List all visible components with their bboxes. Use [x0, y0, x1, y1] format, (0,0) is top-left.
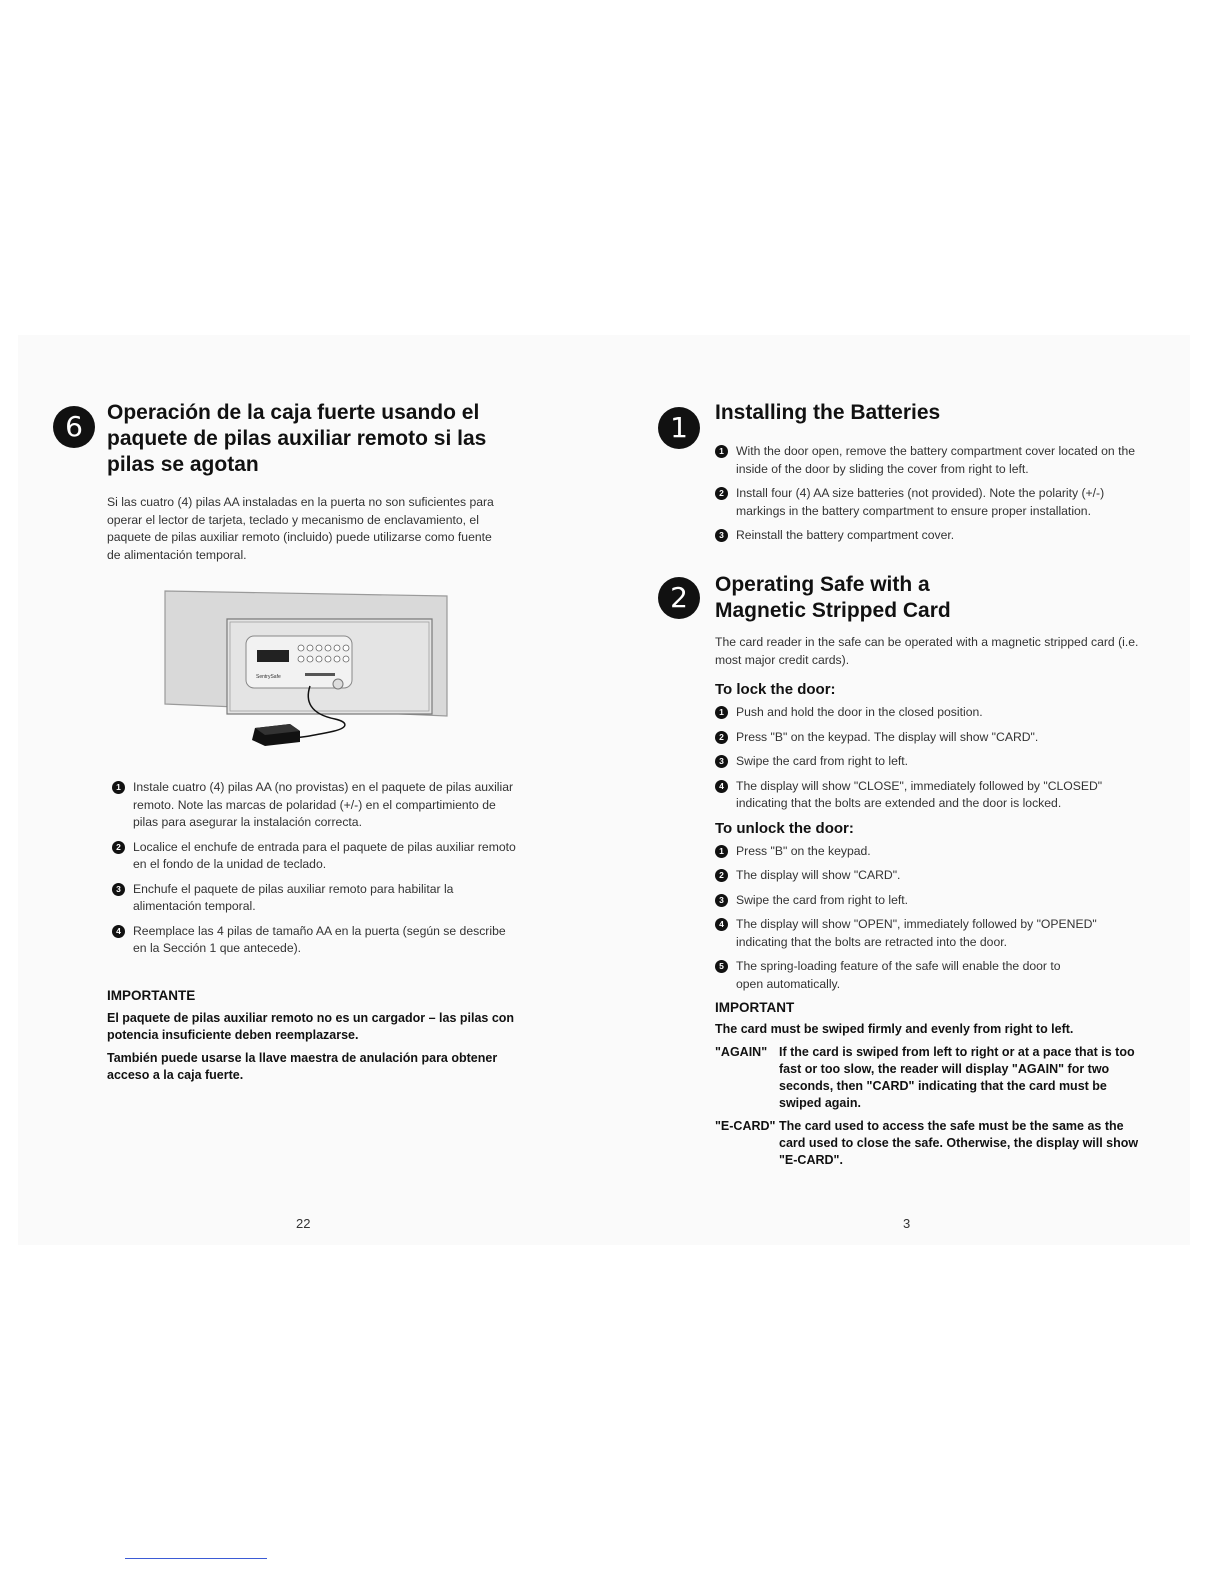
list-item: 5 The spring-loading feature of the safe will enable the door to open automatically. [715, 958, 1066, 993]
list-item: 1 Instale cuatro (4) pilas AA (no provistas) en el paquete de pilas auxiliar remoto. Note las marcas de polaridad (+/-) en el compartimiento de pilas para asegurar la instalación correcta. [112, 779, 522, 832]
list-item: 4 The display will show "OPEN", immediately followed by "OPENED" indicating that the bolts are retracted into the door. [715, 916, 1140, 951]
important-heading: IMPORTANT [715, 1000, 795, 1015]
ecard-definition [715, 1118, 1140, 1169]
list-item: 2 Press "B" on the keypad. The display will show "CARD". [715, 729, 1140, 747]
section-title: Installing the Batteries [715, 401, 941, 424]
section-intro: The card reader in the safe can be operated with a magnetic stripped card (i.e. most major credit cards). [715, 635, 1139, 667]
list-item: 2 Localice el enchufe de entrada para el paquete de pilas auxiliar remoto en el fondo de la unidad de teclado. [112, 839, 522, 874]
left-page-column [107, 400, 527, 564]
important-note: El paquete de pilas auxiliar remoto no es un cargador – las pilas con potencia insuficiente deben reemplazarse. [107, 1011, 515, 1042]
list-item: 4 Reemplace las 4 pilas de tamaño AA en la puerta (según se describe en la Sección 1 que antecede). [112, 923, 522, 958]
unlock-heading: To unlock the door: [715, 819, 854, 837]
brand-logo: SentrySafe [256, 674, 281, 680]
section-number-badge: 1 [658, 407, 700, 449]
left-steps [112, 779, 522, 965]
again-definition [715, 1044, 1140, 1112]
section-number-badge: 6 [53, 406, 95, 448]
list-item: 4 The display will show "CLOSE", immediately followed by "CLOSED" indicating that the bolts are extended and the door is locked. [715, 778, 1140, 813]
safe-illustration [160, 586, 460, 751]
keypad-panel [246, 636, 352, 689]
important-note: The card must be swiped firmly and evenly from right to left. [715, 1022, 1074, 1036]
ecard-description: The card used to access the safe must be the same as the card used to close the safe. Otherwise, the display will show "E-CARD". [779, 1119, 1139, 1167]
lock-heading: To lock the door: [715, 681, 836, 698]
footer-divider [125, 1558, 267, 1559]
again-description: If the card is swiped from left to right or at a pace that is too fast or too slow, the reader will display "AGAIN" for two seconds, then "CARD" indicating that the card must be swiped again. [779, 1045, 1135, 1110]
section-title: Operación de la caja fuerte usando el paquete de pilas auxiliar remoto si las pilas se agotan [107, 401, 487, 476]
list-item: 1 Push and hold the door in the closed position. [715, 704, 1140, 722]
list-item: 3 Reinstall the battery compartment cover. [715, 527, 1140, 545]
page-number: 3 [903, 1216, 911, 1231]
page-number: 22 [296, 1216, 311, 1231]
important-note: También puede usarse la llave maestra de anulación para obtener acceso a la caja fuerte. [107, 1051, 498, 1082]
list-item: 2 Install four (4) AA size batteries (not provided). Note the polarity (+/-) markings in the battery compartment to ensure proper installation. [715, 485, 1140, 520]
section-number-badge: 2 [658, 577, 700, 619]
important-heading: IMPORTANTE [107, 988, 196, 1003]
ecard-term: "E-CARD" [715, 1119, 776, 1133]
section-title: Operating Safe with a Magnetic Stripped Card [715, 573, 951, 622]
section-intro: Si las cuatro (4) pilas AA instaladas en la puerta no son suficientes para operar el lector de tarjeta, teclado y mecanismo de enclavamiento, el paquete de pilas auxiliar remoto (incluido) puede utilizarse como fuente de alimentación temporal. [107, 495, 494, 562]
list-item: 3 Swipe the card from right to left. [715, 892, 1140, 910]
list-item: 1 Press "B" on the keypad. [715, 843, 1140, 861]
list-item: 2 The display will show "CARD". [715, 867, 1140, 885]
section-magnetic-card [715, 572, 1140, 1169]
list-item: 1 With the door open, remove the battery compartment cover located on the inside of the door by sliding the cover from right to left. [715, 443, 1140, 478]
list-item: 3 Swipe the card from right to left. [715, 753, 1140, 771]
left-important [107, 988, 517, 1084]
section-installing-batteries [715, 400, 1140, 552]
list-item: 3 Enchufe el paquete de pilas auxiliar remoto para habilitar la alimentación temporal. [112, 881, 522, 916]
again-term: "AGAIN" [715, 1045, 768, 1059]
